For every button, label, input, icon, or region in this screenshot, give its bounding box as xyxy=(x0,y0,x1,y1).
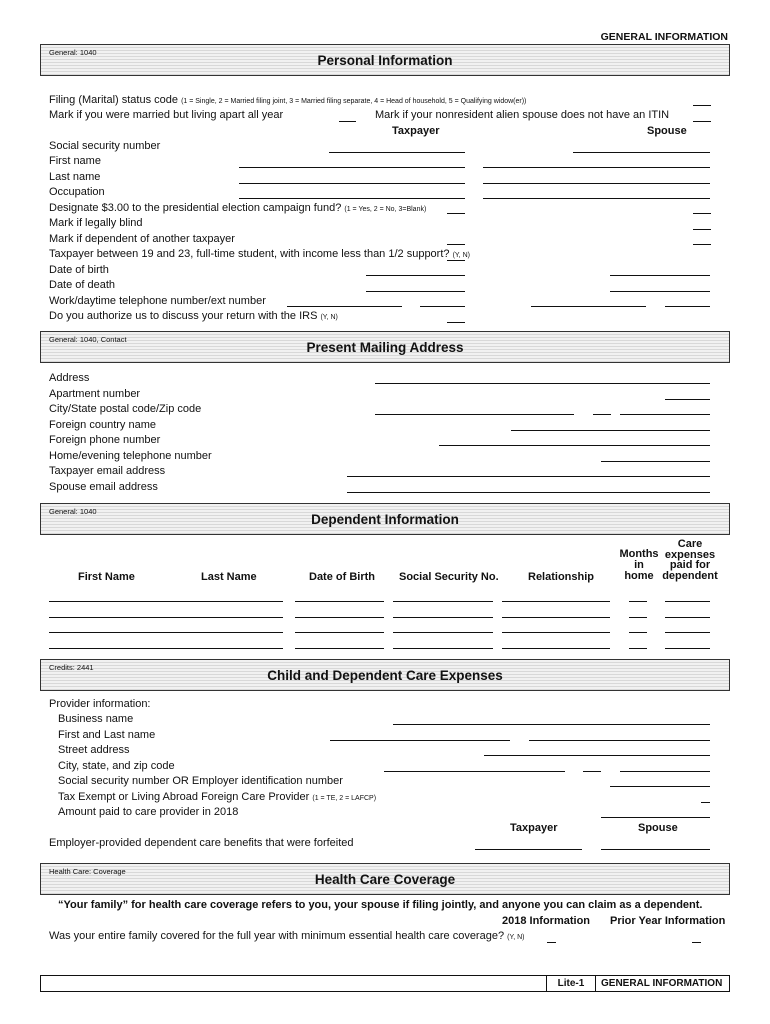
city-field[interactable] xyxy=(375,414,574,415)
address-field[interactable] xyxy=(375,383,710,384)
section-title: Child and Dependent Care Expenses xyxy=(267,668,503,683)
spouse-first-name-field[interactable] xyxy=(483,167,710,168)
section-band-dependents xyxy=(40,503,730,535)
apartment-label: Apartment number xyxy=(49,388,141,400)
ssn-label: Social security number xyxy=(49,140,161,152)
dep3-relationship-field[interactable] xyxy=(502,632,610,633)
taxpayer-dod-field[interactable] xyxy=(366,291,465,292)
provider-first-name-field[interactable] xyxy=(330,740,510,741)
col-spouse: Spouse xyxy=(647,125,687,137)
coverage-prior-year-field[interactable] xyxy=(692,942,701,943)
provider-city-field[interactable] xyxy=(384,771,565,772)
spouse-ssn-field[interactable] xyxy=(573,152,710,153)
dep4-first-name-field[interactable] xyxy=(49,648,283,649)
section-title: Dependent Information xyxy=(311,512,459,527)
city-state-zip-label: City/State postal code/Zip code xyxy=(49,403,202,415)
spouse-occupation-field[interactable] xyxy=(483,198,710,199)
spouse-dod-field[interactable] xyxy=(610,291,710,292)
business-name-field[interactable] xyxy=(393,724,710,725)
col-ssn: Social Security No. xyxy=(399,571,499,583)
dep1-relationship-field[interactable] xyxy=(502,601,610,602)
provider-info-label: Provider information: xyxy=(49,698,151,710)
business-name-label: Business name xyxy=(58,713,134,725)
nonresident-alien-field[interactable] xyxy=(693,121,711,122)
taxpayer-forfeited-field[interactable] xyxy=(475,849,582,850)
ssn-ein-label: Social security number OR Employer identification number xyxy=(58,775,343,787)
tax-exempt-field[interactable] xyxy=(701,802,710,803)
spouse-campaign-field[interactable] xyxy=(693,213,711,214)
nonresident-alien-label: Mark if your nonresident alien spouse does not have an ITIN xyxy=(375,109,670,121)
taxpayer-email-label: Taxpayer email address xyxy=(49,465,166,477)
filing-status-label: Filing (Marital) status code (1 = Single, 2 = Married filing joint, 3 = Married filing separate, 4 = Head of household, 5 = Qualifying widow(er)) xyxy=(49,94,527,106)
address-label: Address xyxy=(49,372,90,384)
spouse-dob-field[interactable] xyxy=(610,275,710,276)
section-band-mailing xyxy=(40,331,730,363)
provider-last-name-field[interactable] xyxy=(529,740,710,741)
irs-authorize-label: Do you authorize us to discuss your return with the IRS (Y, N) xyxy=(49,310,338,322)
spouse-work-ext-field[interactable] xyxy=(665,306,710,307)
dep2-first-name-field[interactable] xyxy=(49,617,283,618)
date-of-death-label: Date of death xyxy=(49,279,116,291)
taxpayer-campaign-field[interactable] xyxy=(447,213,465,214)
col-2018-information: 2018 Information xyxy=(502,915,591,927)
amount-paid-field[interactable] xyxy=(601,817,710,818)
street-address-label: Street address xyxy=(58,744,130,756)
date-of-birth-label: Date of birth xyxy=(49,264,109,276)
dep3-first-name-field[interactable] xyxy=(49,632,283,633)
dep1-months-field[interactable] xyxy=(629,601,647,602)
occupation-label: Occupation xyxy=(49,186,105,198)
page-header-title: GENERAL INFORMATION xyxy=(600,31,728,43)
section-code: Health Care: Coverage xyxy=(49,867,126,876)
section-title: Personal Information xyxy=(317,53,453,68)
section-code: General: 1040 xyxy=(49,48,97,57)
home-phone-label: Home/evening telephone number xyxy=(49,450,212,462)
spouse-email-label: Spouse email address xyxy=(49,481,158,493)
taxpayer-work-phone-field[interactable] xyxy=(287,306,402,307)
spouse-last-name-field[interactable] xyxy=(483,183,710,184)
dep4-care-field[interactable] xyxy=(665,648,710,649)
col-months-in-home: Months in home xyxy=(619,548,659,582)
dependent-of-another-label: Mark if dependent of another taxpayer xyxy=(49,233,235,245)
taxpayer-ssn-field[interactable] xyxy=(329,152,465,153)
first-name-label: First name xyxy=(49,155,101,167)
city-state-zip-label: City, state, and zip code xyxy=(58,760,175,772)
col-relationship: Relationship xyxy=(528,571,595,583)
taxpayer-last-name-field[interactable] xyxy=(239,183,465,184)
taxpayer-first-name-field[interactable] xyxy=(239,167,465,168)
married-apart-field[interactable] xyxy=(339,121,356,122)
dep4-relationship-field[interactable] xyxy=(502,648,610,649)
apartment-field[interactable] xyxy=(665,399,710,400)
section-band-health xyxy=(40,863,730,895)
first-last-name-label: First and Last name xyxy=(58,729,156,741)
section-title: Present Mailing Address xyxy=(306,340,464,355)
campaign-fund-label: Designate $3.00 to the presidential election campaign fund? (1 = Yes, 2 = No, 3=Blank) xyxy=(49,202,427,214)
col-spouse: Spouse xyxy=(638,822,678,834)
dep4-dob-field[interactable] xyxy=(295,648,384,649)
dep3-care-field[interactable] xyxy=(665,632,710,633)
married-apart-label: Mark if you were married but living apart all year xyxy=(49,109,284,121)
foreign-country-label: Foreign country name xyxy=(49,419,156,431)
ssn-ein-field[interactable] xyxy=(610,786,710,787)
taxpayer-work-ext-field[interactable] xyxy=(420,306,465,307)
dep2-months-field[interactable] xyxy=(629,617,647,618)
col-care-expenses: Care expenses paid for dependent xyxy=(662,538,718,582)
spouse-dependent-field[interactable] xyxy=(693,244,711,245)
provider-zip-field[interactable] xyxy=(620,771,710,772)
taxpayer-dependent-field[interactable] xyxy=(447,244,465,245)
col-last-name: Last Name xyxy=(201,571,257,583)
spouse-work-phone-field[interactable] xyxy=(531,306,646,307)
student-label: Taxpayer between 19 and 23, full-time student, with income less than 1/2 support? (Y, N) xyxy=(49,248,470,260)
section-title: Health Care Coverage xyxy=(314,872,456,887)
section-band-childcare xyxy=(40,659,730,691)
dep4-ssn-field[interactable] xyxy=(393,648,493,649)
dep2-care-field[interactable] xyxy=(665,617,710,618)
spouse-blind-field[interactable] xyxy=(693,229,711,230)
last-name-label: Last name xyxy=(49,171,101,183)
col-first-name: First Name xyxy=(78,571,135,583)
amount-paid-label: Amount paid to care provider in 2018 xyxy=(58,806,239,818)
col-prior-year-information: Prior Year Information xyxy=(610,915,726,927)
street-address-field[interactable] xyxy=(484,755,710,756)
state-field[interactable] xyxy=(593,414,611,415)
coverage-question-label: Was your entire family covered for the full year with minimum essential health care coverage? (Y, N) xyxy=(49,930,525,942)
dep1-care-field[interactable] xyxy=(665,601,710,602)
col-taxpayer: Taxpayer xyxy=(392,125,440,137)
taxpayer-dob-field[interactable] xyxy=(366,275,465,276)
dep1-dob-field[interactable] xyxy=(295,601,384,602)
foreign-phone-label: Foreign phone number xyxy=(49,434,161,446)
dep1-first-name-field[interactable] xyxy=(49,601,283,602)
section-code: Credits: 2441 xyxy=(49,663,94,672)
dep3-months-field[interactable] xyxy=(629,632,647,633)
col-taxpayer: Taxpayer xyxy=(510,822,558,834)
taxpayer-email-field[interactable] xyxy=(347,476,710,477)
section-code: General: 1040, Contact xyxy=(49,335,127,344)
dep2-ssn-field[interactable] xyxy=(393,617,493,618)
taxpayer-student-field[interactable] xyxy=(447,260,465,261)
filing-status-field[interactable] xyxy=(693,105,711,106)
irs-authorize-field[interactable] xyxy=(447,322,465,323)
dep4-months-field[interactable] xyxy=(629,648,647,649)
spouse-forfeited-field[interactable] xyxy=(601,849,710,850)
work-phone-label: Work/daytime telephone number/ext number xyxy=(49,295,266,307)
zip-field[interactable] xyxy=(620,414,710,415)
home-phone-field[interactable] xyxy=(601,461,710,462)
dep2-dob-field[interactable] xyxy=(295,617,384,618)
taxpayer-occupation-field[interactable] xyxy=(239,198,465,199)
section-code: General: 1040 xyxy=(49,507,97,516)
dep3-dob-field[interactable] xyxy=(295,632,384,633)
coverage-2018-field[interactable] xyxy=(547,942,556,943)
dep3-ssn-field[interactable] xyxy=(393,632,493,633)
tax-exempt-label: Tax Exempt or Living Abroad Foreign Care Provider (1 = TE, 2 = LAFCP) xyxy=(58,791,377,803)
page-number: Lite-1 xyxy=(546,976,596,991)
dep2-relationship-field[interactable] xyxy=(502,617,610,618)
forfeited-benefits-label: Employer-provided dependent care benefits that were forfeited xyxy=(49,837,354,849)
page-footer xyxy=(40,975,730,992)
health-intro-text: “Your family” for health care coverage refers to you, your spouse if filing jointly, and anyone you can claim as a dependent. xyxy=(58,899,703,911)
foreign-phone-field[interactable] xyxy=(439,445,710,446)
section-band-personal xyxy=(40,44,730,76)
provider-state-field[interactable] xyxy=(583,771,601,772)
foreign-country-field[interactable] xyxy=(511,430,710,431)
legally-blind-label: Mark if legally blind xyxy=(49,217,143,229)
spouse-email-field[interactable] xyxy=(347,492,710,493)
dep1-ssn-field[interactable] xyxy=(393,601,493,602)
col-date-of-birth: Date of Birth xyxy=(309,571,375,583)
footer-title: GENERAL INFORMATION xyxy=(601,978,723,989)
